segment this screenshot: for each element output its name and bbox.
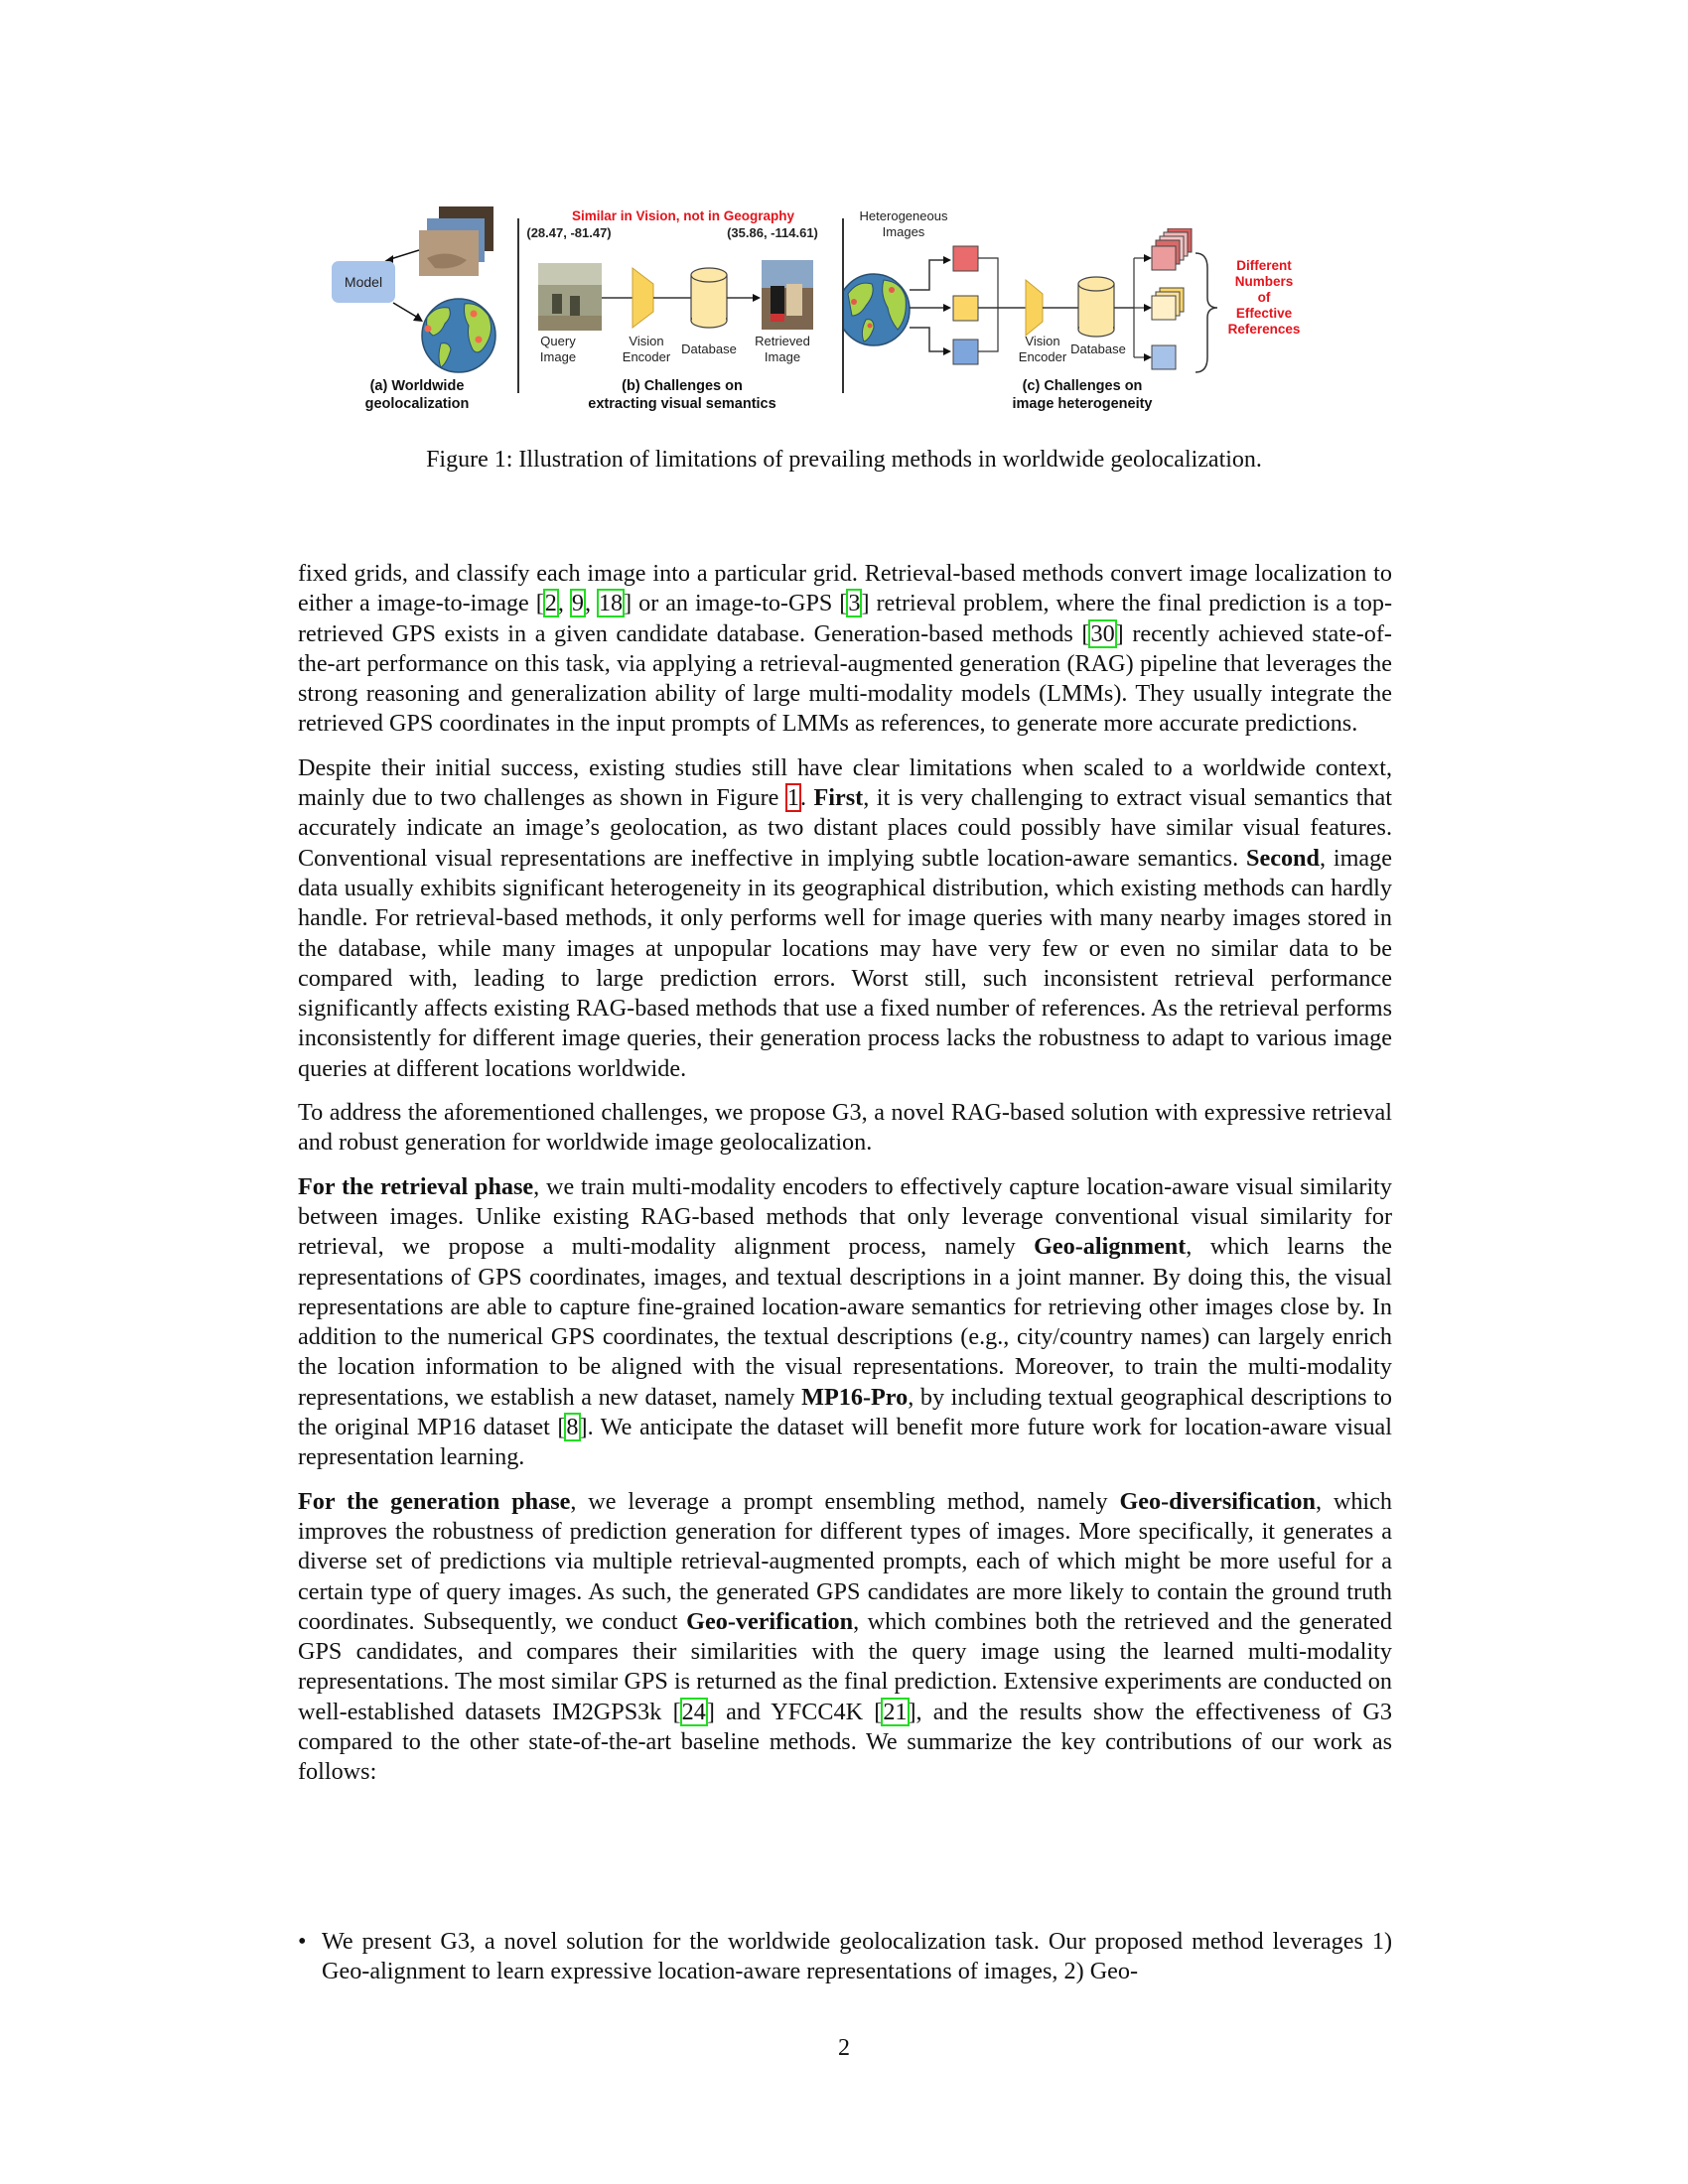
- yellow-reference-stack: [1152, 288, 1184, 320]
- bullet-marker: •: [298, 1928, 307, 1955]
- citation-link[interactable]: 9: [571, 590, 584, 617]
- blue-reference: [1152, 345, 1176, 369]
- panel-b-graphic: [516, 238, 844, 347]
- retrieved-coords: (35.86, -114.61): [727, 225, 818, 240]
- panel-a-caption: (a) Worldwide geolocalization: [364, 378, 470, 412]
- panel-c-caption: (c) Challenges on image heterogeneity: [1012, 378, 1153, 412]
- database-icon: [1078, 277, 1114, 337]
- vision-encoder-shape: [633, 268, 653, 328]
- figure-reference-link[interactable]: 1: [786, 784, 799, 812]
- paragraph-5: For the generation phase, we leverage a prompt ensembling method, namely Geo-diversification, which improves the robustness of prediction generation for different types of images. More specifically, it generates a diverse set of predictions via multiple retrieval-augmented prompts, each of which might be more useful for a certain type of query images. As such, the generated GPS candidates are more likely to contain the ground truth coordinates. Subsequently, we conduct Geo-verification, which combines both the retrieved and the generated GPS candidates, and compares their similarities with the query image using the learned multi-modality representations. The most similar GPS is returned as the final prediction. Extensive experiments are conducted on well-established datasets IM2GPS3k [24] and YFCC4K [21], and the results show the effectiveness of G3 compared to the other state-of-the-art baseline methods. We summarize the key contributions of our work as follows:: [298, 1487, 1392, 1786]
- bullet-text: We present G3, a novel solution for the worldwide geolocalization task. Our proposed method leverages 1) Geo-alignment to learn expressive location-aware representations of images, 2) Geo-: [322, 1928, 1392, 1985]
- citation-link[interactable]: 21: [883, 1698, 908, 1725]
- retrieved-image-label: Retrieved Image: [755, 334, 810, 364]
- database-icon: [691, 268, 727, 328]
- figure-caption: Figure 1: Illustration of limitations of prevailing methods in worldwide geolocalization.: [426, 447, 1262, 473]
- contributions-list: [298, 1927, 1392, 1987]
- paragraph-2: Despite their initial success, existing studies still have clear limitations when scaled to a worldwide context, mainly due to two challenges as shown in Figure 1. First, it is very challenging to extract visual semantics that accurately indicate an image’s geolocation, as two distant places could possibly have similar visual features. Conventional visual representations are ineffective in implying subtle location-aware semantics. Second, image data usually exhibits significant heterogeneity in its geographical distribution, which existing methods can hardly handle. For retrieval-based methods, it only performs well for image queries with many nearby images stored in the database, while many images at unpopular locations may have very few or even no similar data to be compared with, leading to large prediction errors. Worst still, such inconsistent retrieval performance significantly affects existing RAG-based methods that use a fixed number of references. As the retrieval performs inconsistently for different image queries, their generation process lacks the robustness to adapt to various image queries at different locations worldwide.: [298, 753, 1393, 1082]
- database-label: Database: [681, 341, 737, 356]
- curly-brace: [1196, 253, 1217, 372]
- model-label: Model: [344, 274, 383, 290]
- globe-icon: [844, 274, 910, 345]
- photo-stack-front: [419, 230, 479, 276]
- citation-link[interactable]: 2: [544, 590, 557, 617]
- different-references-label: Different Numbers of Effective References: [1227, 258, 1301, 337]
- database-label-c: Database: [1070, 341, 1126, 356]
- query-coords: (28.47, -81.47): [526, 225, 612, 240]
- page-number: 2: [838, 2035, 850, 2061]
- heterogeneous-images-label: Heterogeneous Images: [859, 208, 948, 239]
- citation-link[interactable]: 8: [566, 1414, 579, 1441]
- globe-icon: [422, 299, 495, 372]
- red-reference-stack: [1152, 228, 1192, 270]
- vision-encoder-shape: [1026, 280, 1043, 336]
- citation-link[interactable]: 24: [681, 1698, 706, 1725]
- vision-encoder-label: Vision Encoder: [622, 334, 671, 364]
- vision-encoder-label-c: Vision Encoder: [1018, 334, 1067, 364]
- citation-link[interactable]: 3: [848, 590, 861, 617]
- blue-square: [953, 340, 978, 364]
- paragraph-4: For the retrieval phase, we train multi-modality encoders to effectively capture location-aware visual similarity between images. Unlike existing RAG-based methods that only leverage conventional visual similarity for retrieval, we propose a multi-modality alignment process, namely Geo-alignment, which learns the representations of GPS coordinates, images, and textual descriptions in a joint manner. By doing this, the visual representations are able to capture fine-grained location-aware semantics for retrieving other images close by. In addition to the numerical GPS coordinates, the textual descriptions (e.g., city/country names) can largely enrich the location information to be aligned with the visual representations. Moreover, to train the multi-modality representations, we establish a new dataset, namely MP16-Pro, by including textual geographical descriptions to the original MP16 dataset [8]. We anticipate the dataset will benefit more future work for location-aware visual representation learning.: [298, 1172, 1393, 1471]
- list-item: [298, 1927, 1392, 1987]
- body-text: [298, 559, 1392, 1802]
- query-image-label: Query Image: [539, 334, 577, 364]
- paragraph-1: fixed grids, and classify each image into a particular grid. Retrieval-based methods convert image localization to either a image-to-image [2, 9, 18] or an image-to-GPS [3] retrieval problem, where the final prediction is a top-retrieved GPS exists in a given candidate database. Generation-based methods [30] recently achieved state-of-the-art performance on this task, via applying a retrieval-augmented generation (RAG) pipeline that leverages the strong reasoning and generalization ability of large multi-modality models (LMMs). They usually integrate the retrieved GPS coordinates in the input prompts of LMMs as references, to generate more accurate predictions.: [298, 560, 1392, 738]
- panel-b-title: Similar in Vision, not in Geography: [571, 208, 795, 223]
- yellow-square: [953, 296, 978, 321]
- paragraph-3: To address the aforementioned challenges, we propose G3, a novel RAG-based solution with expressive retrieval and robust generation for worldwide image geolocalization.: [298, 1099, 1392, 1157]
- citation-link[interactable]: 30: [1090, 619, 1115, 647]
- figure-1: [318, 199, 1390, 427]
- red-square: [953, 246, 978, 271]
- panel-b-caption: (b) Challenges on extracting visual semantics: [588, 378, 776, 412]
- citation-link[interactable]: 18: [598, 590, 624, 617]
